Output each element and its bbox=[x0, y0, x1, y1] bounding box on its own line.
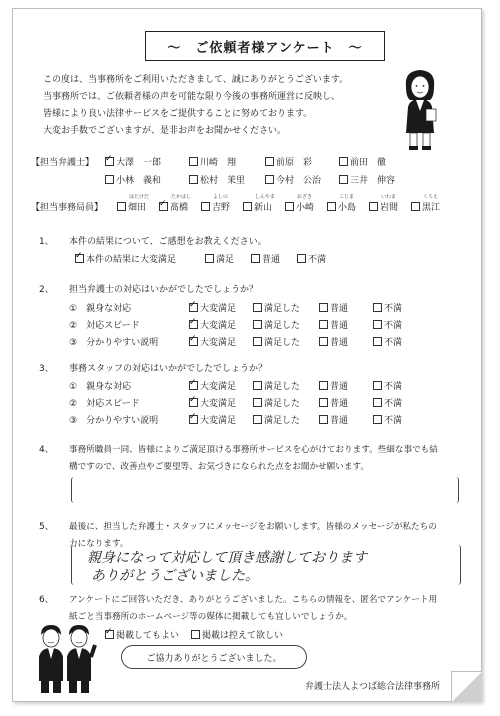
staff-name: 小島 bbox=[338, 203, 357, 213]
intro-line: 大変お手数でございますが、是非お声をお聞かせください。 bbox=[43, 126, 287, 136]
staff-name: 岩間 bbox=[380, 203, 399, 213]
checkbox[interactable] bbox=[189, 415, 198, 424]
staff-name: 吉野 bbox=[212, 203, 231, 213]
q3-answer[interactable]: 不満 bbox=[373, 413, 402, 426]
staff-label: 【担当事務局員】 bbox=[31, 203, 104, 213]
q3-answer[interactable]: 不満 bbox=[373, 396, 402, 409]
staff-ruby: しんやま bbox=[255, 194, 276, 200]
q2-number: 2、 bbox=[39, 285, 54, 295]
lawyer-option[interactable] bbox=[105, 155, 161, 168]
lawyer-option[interactable] bbox=[339, 155, 386, 168]
q2-answer[interactable]: 普通 bbox=[319, 318, 348, 331]
q3-answer[interactable]: ✓ 大変満足 bbox=[189, 396, 236, 409]
q6-line: 紙ごと当事務所のホームページ等の媒体に掲載しても宜しいでしょうか。 bbox=[69, 612, 353, 622]
staff-option[interactable] bbox=[243, 194, 276, 213]
q6-line: アンケートにご回答いただき、ありがとうございました。こちらの情報を、匿名でアンケート用 bbox=[69, 595, 438, 605]
lawyer-name: 今村 公治 bbox=[276, 176, 322, 186]
staff-men-illustration bbox=[35, 623, 97, 695]
checkbox[interactable] bbox=[243, 202, 252, 211]
q2-row-label: ③ 分かりやすい説明 bbox=[69, 338, 159, 348]
lawyer-name: 松村 茉里 bbox=[200, 176, 246, 186]
q1-text: 本件の結果について、ご感想をお教えください。 bbox=[69, 237, 267, 247]
checkbox[interactable] bbox=[327, 202, 336, 211]
staff-ruby: くろえ bbox=[423, 194, 439, 200]
q2-answer[interactable]: 不満 bbox=[373, 318, 402, 331]
q2-answer[interactable]: 普通 bbox=[319, 301, 348, 314]
q2-answer[interactable]: 満足した bbox=[253, 301, 300, 314]
q5-number: 5、 bbox=[39, 522, 54, 532]
q4-number: 4、 bbox=[39, 445, 54, 455]
checkbox[interactable] bbox=[189, 157, 198, 166]
q4-line: 事務所職員一同、皆様によりご満足頂ける事務所サービスを心がけております。些細な事でも結 bbox=[69, 445, 438, 455]
lawyer-name: 小林 義和 bbox=[116, 176, 162, 186]
q2-answer[interactable]: 不満 bbox=[373, 335, 402, 348]
lawyer-name: 大澤 一郎 bbox=[116, 158, 162, 168]
checkbox[interactable] bbox=[253, 303, 262, 312]
checkbox[interactable] bbox=[189, 398, 198, 407]
handwritten-message-line: ありがとうございました。 bbox=[91, 568, 259, 584]
checkbox[interactable] bbox=[319, 337, 328, 346]
checkbox[interactable] bbox=[251, 254, 260, 263]
staff-name: 黒江 bbox=[422, 203, 441, 213]
q2-answer[interactable]: 普通 bbox=[319, 335, 348, 348]
staff-ruby: よしの bbox=[213, 194, 229, 200]
checkbox[interactable] bbox=[205, 254, 214, 263]
q6-option[interactable]: ✓掲載してもよい bbox=[105, 628, 179, 641]
lawyer-option[interactable] bbox=[105, 173, 161, 186]
q3-answer[interactable]: 満足した bbox=[253, 413, 300, 426]
q3-answer[interactable]: ✓ 大変満足 bbox=[189, 413, 236, 426]
page-title: 〜 ご依頼者様アンケート 〜 bbox=[145, 31, 385, 61]
q6-text bbox=[69, 592, 437, 626]
staff-name: 畑田 bbox=[128, 203, 147, 213]
q6-option[interactable]: 掲載は控えて欲しい bbox=[191, 628, 283, 641]
q3-answer[interactable]: 不満 bbox=[373, 379, 402, 392]
q1-option[interactable]: ✓本件の結果に大変満足 bbox=[75, 252, 176, 265]
q3-number: 3、 bbox=[39, 364, 54, 374]
checkbox[interactable] bbox=[189, 303, 198, 312]
staff-option[interactable] bbox=[201, 194, 231, 213]
q1-option[interactable]: 普通 bbox=[251, 252, 280, 265]
lawyer-option[interactable] bbox=[189, 155, 236, 168]
q3-answer[interactable]: 満足した bbox=[253, 379, 300, 392]
checkbox[interactable] bbox=[253, 381, 262, 390]
staff-ruby: おざき bbox=[297, 194, 313, 200]
checkbox[interactable] bbox=[253, 398, 262, 407]
q2-text: 担当弁護士の対応はいかがでしたでしょうか？ bbox=[69, 285, 259, 295]
q6-number: 6、 bbox=[39, 595, 54, 605]
q3-answer[interactable]: 普通 bbox=[319, 396, 348, 409]
checkbox[interactable] bbox=[373, 320, 382, 329]
staff-option[interactable] bbox=[327, 194, 357, 213]
checkbox[interactable] bbox=[105, 630, 114, 639]
checkbox[interactable] bbox=[339, 157, 348, 166]
q4-text bbox=[69, 442, 438, 476]
q3-row-label: ① 親身な対応 bbox=[69, 382, 132, 392]
checkbox[interactable] bbox=[319, 381, 328, 390]
checkbox[interactable] bbox=[253, 337, 262, 346]
staff-name: 小崎 bbox=[296, 203, 315, 213]
firm-name: 弁護士法人よつば総合法律事務所 bbox=[305, 682, 441, 692]
lawyer-name: 前原 彩 bbox=[276, 158, 313, 168]
checkbox[interactable] bbox=[297, 254, 306, 263]
staff-name: 新山 bbox=[254, 203, 273, 213]
staff-option[interactable] bbox=[369, 194, 399, 213]
checkbox[interactable] bbox=[105, 175, 114, 184]
staff-woman-illustration bbox=[396, 67, 444, 151]
checkbox[interactable] bbox=[189, 337, 198, 346]
q3-row-label: ③ 分かりやすい説明 bbox=[69, 416, 159, 426]
q2-answer[interactable]: 満足した bbox=[253, 335, 300, 348]
checkbox[interactable] bbox=[319, 398, 328, 407]
q2-answer[interactable]: ✓ 大変満足 bbox=[189, 318, 236, 331]
q3-row-label: ② 対応スピード bbox=[69, 399, 140, 409]
checkbox[interactable] bbox=[373, 337, 382, 346]
q4-line: 構ですので、改善点やご要望等、お気づきになられた点をお聞かせ願います。 bbox=[69, 462, 369, 472]
checkbox[interactable] bbox=[189, 381, 198, 390]
checkbox[interactable] bbox=[159, 202, 168, 211]
staff-ruby: いわま bbox=[381, 194, 397, 200]
lawyer-option[interactable] bbox=[265, 155, 312, 168]
checkbox[interactable] bbox=[253, 320, 262, 329]
page-curl bbox=[451, 671, 482, 702]
q5-line: 力になります。 bbox=[69, 539, 129, 549]
lawyer-name: 前田 徹 bbox=[350, 158, 387, 168]
checkbox[interactable] bbox=[319, 415, 328, 424]
q5-line: 最後に、担当した弁護士・スタッフにメッセージをお願いします。皆様のメッセージが私たちの bbox=[69, 522, 437, 532]
staff-ruby: はたけだ bbox=[129, 194, 150, 200]
q1-option[interactable]: 満足 bbox=[205, 252, 234, 265]
checkbox[interactable] bbox=[253, 415, 262, 424]
q3-answer[interactable]: 普通 bbox=[319, 379, 348, 392]
lawyers-label: 【担当弁護士】 bbox=[31, 158, 95, 168]
checkbox[interactable] bbox=[319, 320, 328, 329]
staff-option[interactable] bbox=[285, 194, 315, 213]
staff-option[interactable] bbox=[411, 194, 441, 213]
checkbox[interactable] bbox=[189, 175, 198, 184]
handwritten-message-line: 親身になって対応して頂き感謝しております bbox=[87, 550, 367, 566]
q2-answer[interactable]: 不満 bbox=[373, 301, 402, 314]
checkbox[interactable] bbox=[285, 202, 294, 211]
checkbox[interactable] bbox=[117, 202, 126, 211]
checkbox[interactable] bbox=[373, 398, 382, 407]
intro-text bbox=[43, 72, 403, 140]
staff-ruby: こじま bbox=[339, 194, 355, 200]
q2-answer[interactable]: ✓ 大変満足 bbox=[189, 335, 236, 348]
checkbox[interactable] bbox=[201, 202, 210, 211]
checkbox[interactable] bbox=[191, 630, 200, 639]
q3-text: 事務スタッフの対応はいかがでしたでしょうか？ bbox=[69, 364, 268, 374]
intro-line: この度は、当事務所をご利用いただきまして、誠にありがとうございます。 bbox=[43, 75, 349, 85]
checkbox[interactable] bbox=[411, 202, 420, 211]
thank-you-bubble: ご協力ありがとうございました。 bbox=[121, 645, 307, 669]
checkbox[interactable] bbox=[369, 202, 378, 211]
checkbox[interactable] bbox=[75, 254, 84, 263]
checkbox[interactable] bbox=[105, 157, 114, 166]
staff-option[interactable] bbox=[159, 194, 192, 213]
lawyer-option[interactable] bbox=[189, 173, 245, 186]
staff-ruby: たかはし bbox=[171, 194, 192, 200]
staff-option[interactable] bbox=[117, 194, 150, 213]
q2-row-label: ② 対応スピード bbox=[69, 321, 140, 331]
q3-answer[interactable]: 満足した bbox=[253, 396, 300, 409]
q2-row-label: ① 親身な対応 bbox=[69, 304, 132, 314]
checkbox[interactable] bbox=[265, 175, 274, 184]
intro-line: 皆様により良い法律サービスをご提供することに努めております。 bbox=[43, 109, 313, 119]
lawyer-option[interactable] bbox=[339, 173, 395, 186]
checkbox[interactable] bbox=[265, 157, 274, 166]
q2-answer[interactable]: ✓ 大変満足 bbox=[189, 301, 236, 314]
q4-answer-field[interactable] bbox=[71, 477, 459, 503]
checkbox[interactable] bbox=[373, 303, 382, 312]
checkbox[interactable] bbox=[373, 381, 382, 390]
q1-option[interactable]: 不満 bbox=[297, 252, 326, 265]
lawyer-name: 三井 伸容 bbox=[350, 176, 396, 186]
intro-line: 当事務所では、ご依頼者様の声を可能な限り今後の事務所運営に反映し、 bbox=[43, 92, 341, 102]
staff-name: 髙橋 bbox=[170, 203, 189, 213]
q2-answer[interactable]: 満足した bbox=[253, 318, 300, 331]
checkbox[interactable] bbox=[373, 415, 382, 424]
checkbox[interactable] bbox=[339, 175, 348, 184]
lawyer-name: 川崎 翔 bbox=[200, 158, 237, 168]
q1-number: 1、 bbox=[39, 237, 54, 247]
checkbox[interactable] bbox=[319, 303, 328, 312]
lawyer-option[interactable] bbox=[265, 173, 321, 186]
survey-sheet bbox=[12, 8, 482, 702]
q3-answer[interactable]: ✓ 大変満足 bbox=[189, 379, 236, 392]
q3-answer[interactable]: 普通 bbox=[319, 413, 348, 426]
checkbox[interactable] bbox=[189, 320, 198, 329]
